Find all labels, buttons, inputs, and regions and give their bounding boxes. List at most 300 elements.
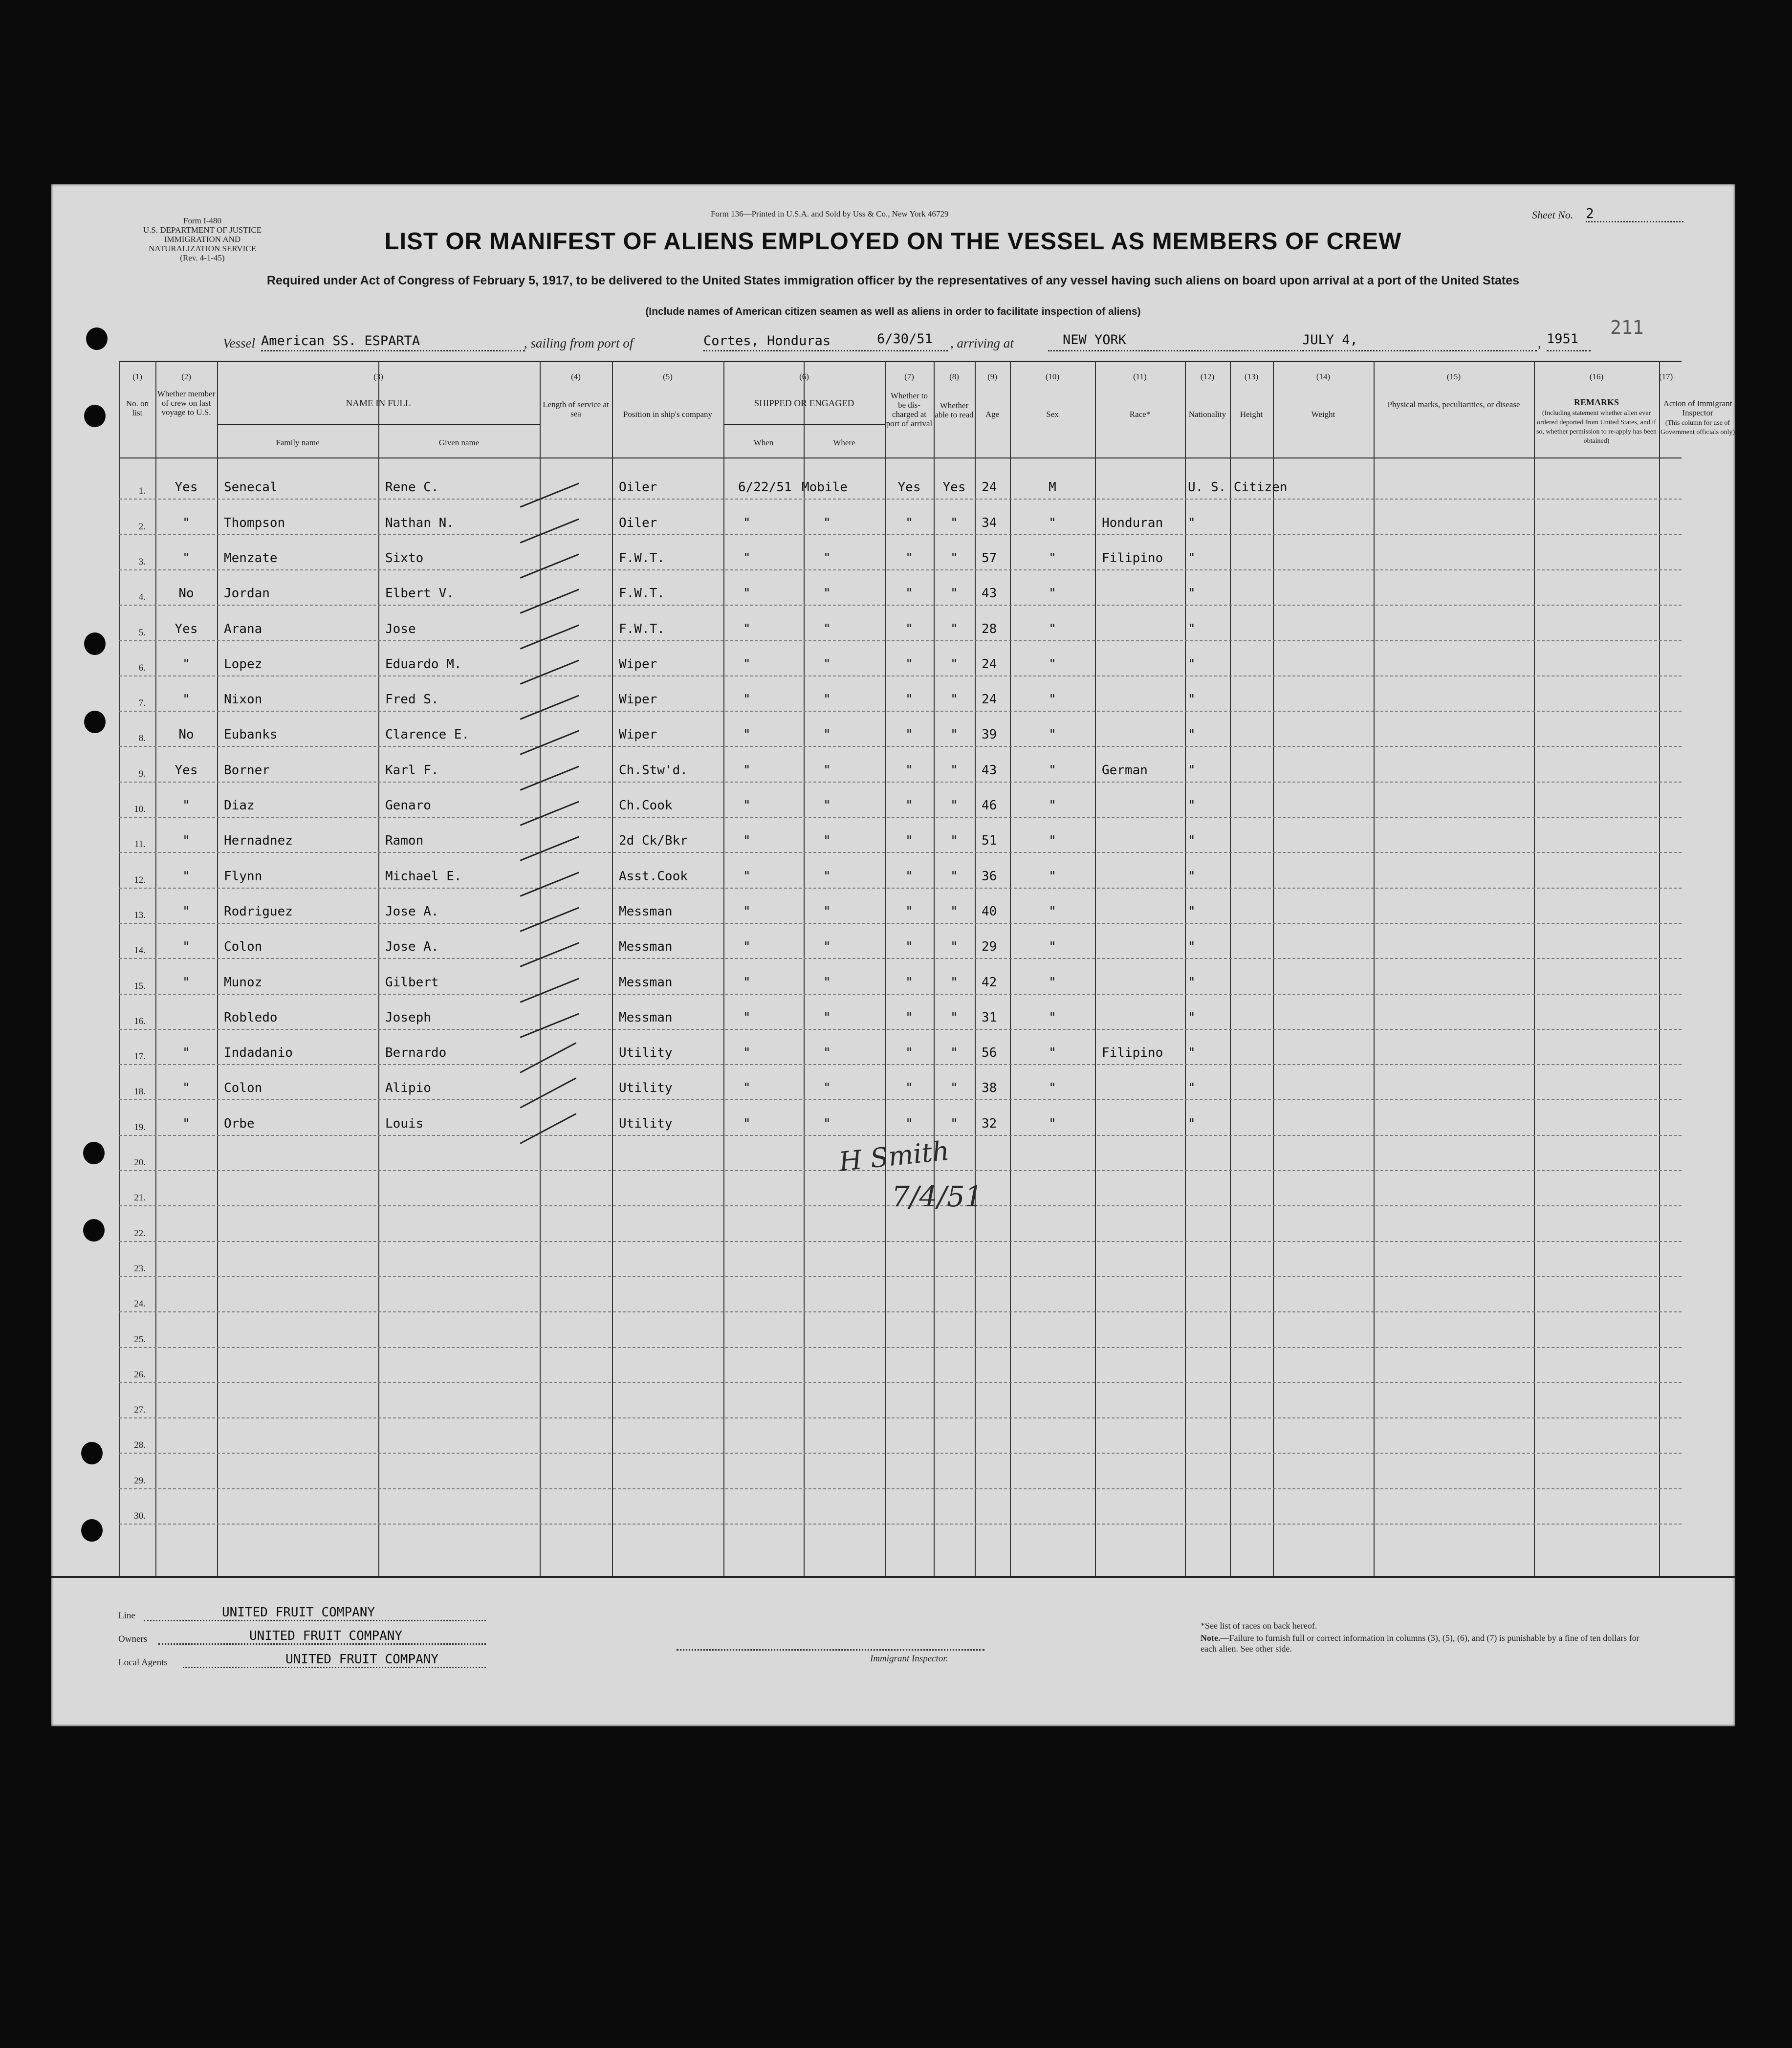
row-number: 22. [134, 1228, 146, 1239]
cell-discharged: " [905, 904, 913, 919]
inspection-date: 7/4/51 [892, 1180, 983, 1213]
cell-age: 34 [982, 515, 997, 530]
cell-when: " [743, 798, 751, 813]
check-mark [520, 483, 579, 508]
cell-given: Alipio [385, 1081, 431, 1096]
cell-read: " [950, 763, 958, 778]
check-mark [520, 1078, 576, 1109]
column-number: (4) [571, 372, 581, 381]
row-number: 17. [134, 1051, 146, 1062]
cell-given: Jose A. [385, 939, 439, 955]
cell-given: Jose A. [385, 904, 439, 919]
cell-when: " [743, 1010, 751, 1025]
column-number: (9) [987, 372, 997, 381]
cell-family: Orbe [224, 1116, 255, 1131]
header-nationality: Nationality [1188, 410, 1226, 419]
cell-read: " [950, 975, 958, 990]
check-mark [520, 907, 579, 932]
column-divider [217, 361, 218, 1576]
cell-sex: " [1049, 798, 1056, 813]
cell-position: 2d Ck/Bkr [619, 833, 688, 849]
column-divider [119, 361, 120, 1576]
row-rule [119, 711, 1682, 712]
row-number: 12. [134, 874, 146, 885]
header-position: Position in ship's company [623, 410, 713, 419]
cell-family: Lopez [224, 656, 262, 672]
cell-race: Filipino [1102, 550, 1163, 566]
check-mark [520, 1013, 579, 1038]
column-number: (5) [663, 372, 673, 381]
row-rule [119, 1417, 1682, 1418]
cell-voyage: No [178, 586, 194, 601]
cell-when: " [743, 656, 751, 672]
cell-age: 24 [982, 480, 997, 495]
row-number: 3. [138, 556, 146, 567]
column-number: (12) [1200, 372, 1215, 381]
cell-position: F.W.T. [619, 586, 665, 601]
row-number: 6. [138, 662, 146, 673]
cell-voyage: " [182, 939, 190, 955]
form-number: Form I-480 [183, 216, 221, 225]
cell-read: " [950, 939, 958, 955]
cell-where: " [823, 1046, 831, 1061]
cell-given: Clarence E. [385, 727, 470, 742]
check-mark [520, 978, 579, 1002]
header-remarks-sub: (Including statement whether alien ever ordered deported from United States, and if so, whether permission to re-apply has been obtained) [1536, 410, 1657, 445]
column-divider [804, 361, 805, 1576]
row-rule [119, 640, 1682, 641]
cell-discharged: " [905, 550, 913, 566]
row-rule [119, 675, 1682, 676]
row-number: 23. [134, 1263, 146, 1274]
column-number: (11) [1133, 372, 1147, 381]
cell-family: Menzate [224, 550, 278, 566]
cell-voyage: " [182, 975, 190, 990]
binder-hole [83, 1219, 105, 1242]
cell-read: " [950, 869, 958, 884]
cell-where: " [823, 656, 831, 672]
row-rule [119, 958, 1682, 959]
cell-voyage: " [182, 515, 190, 530]
cell-age: 29 [982, 939, 997, 955]
cell-when: " [743, 939, 751, 955]
owners-label: Owners [118, 1634, 148, 1644]
cell-given: Genaro [385, 798, 431, 813]
cell-position: Utility [619, 1046, 673, 1061]
cell-discharged: " [905, 1081, 913, 1096]
check-mark [520, 518, 579, 543]
column-divider [612, 361, 613, 1576]
binder-hole [84, 405, 106, 427]
cell-where: " [823, 1081, 831, 1096]
cell-where: " [823, 692, 831, 707]
row-rule [119, 994, 1682, 995]
binder-hole [84, 632, 106, 655]
cell-where: " [823, 515, 831, 530]
header-name-in-full: NAME IN FULL [346, 398, 411, 409]
cell-read: " [950, 1116, 958, 1131]
cell-when: " [743, 975, 751, 990]
cell-given: Nathan N. [385, 515, 454, 530]
column-divider [540, 361, 541, 1576]
cell-position: Oiler [619, 480, 657, 495]
cell-where: " [823, 1116, 831, 1131]
cell-sex: M [1049, 480, 1056, 495]
binder-hole [81, 1442, 103, 1464]
column-number: (15) [1446, 372, 1461, 381]
owners-dots [158, 1643, 486, 1645]
check-mark [520, 695, 579, 720]
cell-nationality: " [1188, 1116, 1196, 1131]
header-shipped-engaged: SHIPPED OR ENGAGED [754, 398, 854, 409]
inspector-signature: H Smith [837, 1135, 951, 1177]
agents-label: Local Agents [118, 1657, 168, 1668]
cell-nationality: " [1188, 692, 1196, 707]
cell-read: " [950, 1010, 958, 1025]
cell-voyage: " [182, 692, 190, 707]
cell-discharged: " [905, 586, 913, 601]
cell-nationality: " [1188, 550, 1196, 566]
row-rule [119, 499, 1682, 500]
column-number: (6) [799, 372, 809, 381]
arrival-date: JULY 4, [1302, 332, 1358, 348]
cell-read: " [950, 621, 958, 636]
row-number: 14. [134, 945, 146, 956]
manifest-sheet [51, 184, 1735, 1726]
owners-value: UNITED FRUIT COMPANY [249, 1629, 403, 1643]
cell-sex: " [1049, 621, 1056, 636]
cell-age: 32 [982, 1116, 997, 1131]
column-divider [378, 361, 379, 1576]
cell-where: " [823, 1010, 831, 1025]
cell-discharged: " [905, 939, 913, 955]
row-rule [119, 1488, 1682, 1489]
row-rule [119, 1311, 1682, 1312]
cell-read: " [950, 833, 958, 849]
row-rule [119, 1347, 1682, 1348]
check-mark [520, 801, 579, 826]
cell-discharged: " [905, 515, 913, 530]
cell-nationality: " [1188, 1046, 1196, 1061]
cell-sex: " [1049, 904, 1056, 919]
row-number: 21. [134, 1193, 146, 1203]
cell-age: 24 [982, 656, 997, 672]
cell-nationality: " [1188, 621, 1196, 636]
row-rule [119, 1276, 1682, 1277]
cell-nationality: U. S. Citizen [1188, 480, 1288, 495]
row-number: 11. [134, 839, 146, 850]
cell-family: Jordan [224, 586, 270, 601]
note-text: —Failure to furnish full or correct information in columns (3), (5), (6), and (7) is punishable by a fine of ten dollars for each alien. See other side. [1201, 1633, 1639, 1654]
sheet-no: 2 [1586, 205, 1594, 221]
check-mark [520, 659, 579, 684]
column-number: (14) [1316, 372, 1331, 381]
header-length-service: Length of service at sea [543, 400, 609, 418]
row-rule [119, 534, 1682, 535]
cell-voyage: " [182, 656, 190, 672]
check-mark [520, 730, 579, 755]
cell-age: 57 [982, 550, 997, 566]
cell-when: " [743, 586, 751, 601]
cell-when: " [743, 869, 751, 884]
cell-position: Wiper [619, 692, 657, 707]
cell-discharged: " [905, 1010, 913, 1025]
cell-discharged: " [905, 763, 913, 778]
races-note: *See list of races on back hereof. [1201, 1621, 1317, 1631]
column-divider [1095, 361, 1096, 1576]
cell-nationality: " [1188, 869, 1196, 884]
cell-given: Gilbert [385, 975, 439, 990]
cell-age: 31 [982, 1010, 997, 1025]
row-rule [119, 1382, 1682, 1383]
cell-family: Colon [224, 1081, 262, 1096]
cell-given: Joseph [385, 1010, 431, 1025]
sailing-label: , sailing from port of [524, 336, 634, 350]
header-height: Height [1240, 410, 1263, 419]
cell-family: Borner [224, 763, 270, 778]
cell-position: Ch.Cook [619, 798, 673, 813]
row-number: 7. [138, 698, 146, 709]
row-rule [119, 1135, 1682, 1136]
cell-sex: " [1049, 727, 1056, 742]
cell-discharged: " [905, 798, 913, 813]
penalty-note [1201, 1633, 1650, 1654]
cell-position: Messman [619, 939, 673, 955]
column-number: (10) [1045, 372, 1060, 381]
cell-when: " [743, 1116, 751, 1131]
cell-sex: " [1049, 1010, 1056, 1025]
cell-when: 6/22/51 [738, 480, 792, 495]
column-divider [1230, 361, 1231, 1576]
cell-given: Louis [385, 1116, 424, 1131]
cell-age: 43 [982, 586, 997, 601]
cell-where: " [823, 869, 831, 884]
cell-where: " [823, 833, 831, 849]
sheet-no-label: Sheet No. [1532, 209, 1573, 221]
cell-read: " [950, 692, 958, 707]
cell-when: " [743, 692, 751, 707]
cell-sex: " [1049, 939, 1056, 955]
cell-discharged: " [905, 692, 913, 707]
row-number: 9. [138, 768, 146, 779]
cell-race: Honduran [1102, 515, 1163, 530]
column-divider [1534, 361, 1535, 1576]
header-inspector-action: Action of Immigrant Inspector [1663, 399, 1732, 417]
row-rule [119, 1099, 1682, 1100]
cell-given: Ramon [385, 833, 424, 849]
header-age: Age [985, 410, 1000, 419]
table-top-rule [119, 361, 1682, 362]
cell-given: Eduardo M. [385, 656, 462, 672]
cell-nationality: " [1188, 1081, 1196, 1096]
column-divider [885, 361, 886, 1576]
cell-voyage: " [182, 904, 190, 919]
cell-read: " [950, 1081, 958, 1096]
binder-hole [86, 327, 108, 350]
cell-position: Messman [619, 1010, 673, 1025]
cell-position: Wiper [619, 656, 657, 672]
cell-position: Messman [619, 904, 673, 919]
cell-family: Flynn [224, 869, 262, 884]
column-number: (16) [1589, 372, 1604, 381]
header-race: Race* [1129, 410, 1151, 419]
cell-family: Arana [224, 621, 262, 636]
binder-hole [84, 711, 106, 733]
cell-nationality: " [1188, 656, 1196, 672]
row-number: 27. [134, 1405, 146, 1416]
cell-age: 28 [982, 621, 997, 636]
year: 1951 [1547, 331, 1579, 347]
cell-discharged: " [905, 727, 913, 742]
cell-where: " [823, 939, 831, 955]
cell-when: " [743, 1081, 751, 1096]
cell-sex: " [1049, 550, 1056, 566]
row-number: 29. [134, 1475, 146, 1486]
header-inspector-sub: (This column for use of Government officials only) [1660, 419, 1735, 436]
cell-voyage: Yes [175, 621, 198, 636]
cell-voyage: Yes [175, 763, 198, 778]
header-no-on-list: No. on list [126, 399, 149, 417]
note-label: Note. [1201, 1633, 1221, 1643]
cell-age: 56 [982, 1046, 997, 1061]
cell-when: " [743, 727, 751, 742]
column-divider [1010, 361, 1011, 1576]
cell-position: Utility [619, 1081, 673, 1096]
binder-hole [83, 1142, 105, 1164]
cell-sex: " [1049, 869, 1056, 884]
cell-discharged: " [905, 869, 913, 884]
check-mark [520, 836, 579, 861]
row-rule [119, 888, 1682, 889]
cell-where: " [823, 763, 831, 778]
stamp-number: 211 [1610, 317, 1644, 338]
row-number: 30. [134, 1511, 146, 1521]
cell-discharged: " [905, 621, 913, 636]
cell-voyage: " [182, 1116, 190, 1131]
row-rule [119, 817, 1682, 818]
cell-sex: " [1049, 586, 1056, 601]
row-rule [119, 852, 1682, 853]
row-rule [119, 923, 1682, 924]
cell-nationality: " [1188, 586, 1196, 601]
inspector-line [677, 1649, 984, 1651]
cell-position: Utility [619, 1116, 673, 1131]
row-rule [119, 746, 1682, 747]
row-number: 13. [134, 910, 146, 920]
cell-position: Wiper [619, 727, 657, 742]
check-mark [520, 553, 579, 578]
inspector-label: Immigrant Inspector. [870, 1654, 948, 1664]
cell-sex: " [1049, 692, 1056, 707]
row-number: 24. [134, 1299, 146, 1309]
revision: (Rev. 4-1-45) [180, 253, 225, 262]
cell-nationality: " [1188, 763, 1196, 778]
check-mark [520, 1113, 576, 1144]
cell-when: " [743, 904, 751, 919]
sailing-port: Cortes, Honduras [703, 333, 831, 349]
cell-age: 43 [982, 763, 997, 778]
check-mark [520, 589, 579, 614]
cell-sex: " [1049, 975, 1056, 990]
row-rule [119, 782, 1682, 783]
cell-given: Fred S. [385, 692, 439, 707]
header-when: When [753, 438, 774, 447]
check-mark [520, 871, 579, 896]
row-number: 19. [134, 1122, 146, 1133]
cell-given: Jose [385, 621, 416, 636]
cell-given: Michael E. [385, 869, 462, 884]
cell-read: " [950, 586, 958, 601]
cell-read: " [950, 798, 958, 813]
cell-where: " [823, 621, 831, 636]
row-number: 8. [138, 733, 146, 744]
row-rule [119, 1524, 1682, 1525]
cell-family: Senecal [224, 480, 278, 495]
cell-sex: " [1049, 763, 1056, 778]
row-number: 28. [134, 1440, 146, 1451]
cell-read: " [950, 1046, 958, 1061]
agents-dots [183, 1667, 486, 1668]
cell-voyage: " [182, 833, 190, 849]
column-divider [1185, 361, 1186, 1576]
cell-race: Filipino [1102, 1046, 1163, 1061]
cell-age: 42 [982, 975, 997, 990]
row-number: 1. [138, 486, 146, 497]
row-rule [119, 605, 1682, 606]
cell-where: " [823, 727, 831, 742]
column-divider [723, 361, 724, 1576]
header-family-name: Family name [276, 438, 320, 447]
cell-voyage: " [182, 550, 190, 566]
header-discharged: Whether to be dis-charged at port of arrival [886, 391, 933, 428]
cell-sex: " [1049, 1046, 1056, 1061]
cell-family: Thompson [224, 515, 285, 530]
vessel-name: American SS. ESPARTA [261, 333, 420, 349]
cell-position: F.W.T. [619, 550, 665, 566]
cell-position: Messman [619, 975, 673, 990]
cell-read: " [950, 656, 958, 672]
cell-when: " [743, 833, 751, 849]
row-number: 25. [134, 1334, 146, 1345]
include-text: (Include names of American citizen seamen as well as aliens in order to facilitate inspection of aliens) [645, 306, 1141, 317]
header-where: Where [833, 438, 855, 447]
header-sex: Sex [1046, 410, 1059, 419]
column-divider [1659, 361, 1660, 1576]
header-weight: Weight [1311, 410, 1335, 419]
row-number: 15. [134, 980, 146, 991]
cell-where: " [823, 798, 831, 813]
binder-hole [81, 1519, 103, 1542]
cell-age: 39 [982, 727, 997, 742]
cell-family: Rodriguez [224, 904, 293, 919]
line-label: Line [118, 1611, 135, 1621]
cell-discharged: " [905, 833, 913, 849]
cell-where: " [823, 586, 831, 601]
cell-sex: " [1049, 833, 1056, 849]
cell-sex: " [1049, 515, 1056, 530]
row-rule [119, 1241, 1682, 1242]
cell-discharged: Yes [897, 480, 921, 495]
column-number: (17) [1659, 372, 1673, 381]
arrival-port: NEW YORK [1063, 332, 1127, 348]
row-number: 18. [134, 1087, 146, 1097]
column-number: (7) [904, 372, 914, 381]
vessel-label: Vessel [223, 336, 255, 350]
column-divider [1273, 361, 1274, 1576]
cell-age: 24 [982, 692, 997, 707]
column-number: (3) [373, 372, 383, 381]
cell-family: Robledo [224, 1010, 278, 1025]
